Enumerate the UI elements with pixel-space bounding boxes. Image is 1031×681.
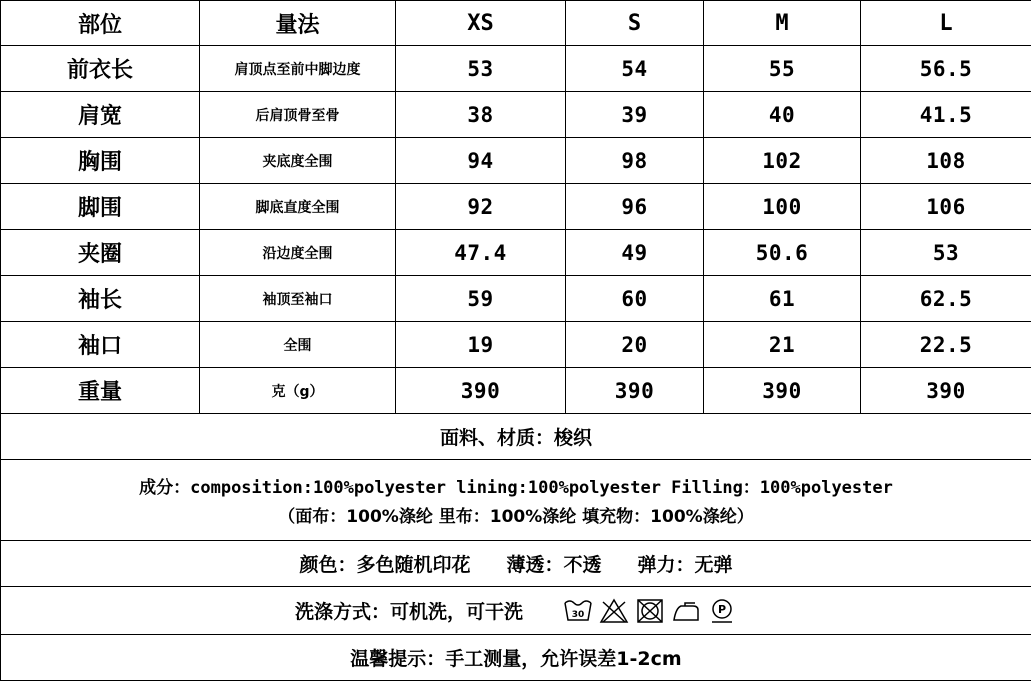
row-m: 55 [704, 46, 861, 92]
fabric-row [1, 414, 1031, 460]
composition-cell [1, 460, 1031, 541]
row-part: 前衣长 [1, 46, 200, 92]
notice-row [1, 635, 1031, 681]
row-l: 62.5 [861, 276, 1031, 322]
row-part: 袖口 [1, 322, 200, 368]
header-s: S [566, 1, 704, 46]
row-s: 39 [566, 92, 704, 138]
row-l: 108 [861, 138, 1031, 184]
care-cell [1, 587, 1031, 635]
row-part: 袖长 [1, 276, 200, 322]
table-row [1, 184, 1031, 230]
notice-text: 温馨提示：手工测量，允许误差1-2cm [1, 635, 1031, 681]
row-xs: 47.4 [396, 230, 566, 276]
composition-row [1, 460, 1031, 541]
dry-clean-letter: P [718, 603, 726, 616]
row-s: 54 [566, 46, 704, 92]
row-l: 390 [861, 368, 1031, 414]
table-row [1, 276, 1031, 322]
row-s: 96 [566, 184, 704, 230]
fabric-text: 面料、材质：梭织 [1, 414, 1031, 460]
header-row [1, 1, 1031, 46]
row-part: 夹圈 [1, 230, 200, 276]
wash-temp-text: 30 [572, 610, 585, 620]
row-m: 21 [704, 322, 861, 368]
row-part: 胸围 [1, 138, 200, 184]
header-method: 量法 [200, 1, 396, 46]
row-xs: 390 [396, 368, 566, 414]
attributes-row [1, 541, 1031, 587]
row-method: 后肩顶骨至骨 [200, 92, 396, 138]
header-l: L [861, 1, 1031, 46]
iron-low-icon [671, 598, 701, 624]
care-icons [563, 598, 737, 624]
row-l: 22.5 [861, 322, 1031, 368]
table-row [1, 368, 1031, 414]
table-row [1, 92, 1031, 138]
row-method: 肩顶点至前中脚边度 [200, 46, 396, 92]
attributes-cell [1, 541, 1031, 587]
row-xs: 38 [396, 92, 566, 138]
wash-30-icon [563, 598, 593, 624]
table-row [1, 138, 1031, 184]
row-s: 20 [566, 322, 704, 368]
row-xs: 59 [396, 276, 566, 322]
composition-line-cn: （面布：100%涤纶 里布：100%涤纶 填充物：100%涤纶） [1, 502, 1031, 527]
row-l: 41.5 [861, 92, 1031, 138]
row-l: 106 [861, 184, 1031, 230]
row-part: 肩宽 [1, 92, 200, 138]
do-not-tumble-dry-icon [635, 598, 665, 624]
row-m: 61 [704, 276, 861, 322]
color-text: 颜色：多色随机印花 [299, 554, 470, 576]
row-method: 夹底度全围 [200, 138, 396, 184]
care-row [1, 587, 1031, 635]
row-s: 390 [566, 368, 704, 414]
row-xs: 92 [396, 184, 566, 230]
row-l: 56.5 [861, 46, 1031, 92]
header-part: 部位 [1, 1, 200, 46]
row-part: 脚围 [1, 184, 200, 230]
row-xs: 19 [396, 322, 566, 368]
row-m: 50.6 [704, 230, 861, 276]
row-s: 60 [566, 276, 704, 322]
row-xs: 53 [396, 46, 566, 92]
row-part: 重量 [1, 368, 200, 414]
care-text: 洗涤方式：可机洗，可干洗 [295, 597, 523, 624]
elasticity-text: 弹力：无弹 [638, 554, 733, 576]
dry-clean-p-icon [707, 598, 737, 624]
row-method: 沿边度全围 [200, 230, 396, 276]
row-l: 53 [861, 230, 1031, 276]
do-not-bleach-icon [599, 598, 629, 624]
row-m: 102 [704, 138, 861, 184]
table-row [1, 230, 1031, 276]
header-m: M [704, 1, 861, 46]
composition-line-en: 成分：composition:100%polyester lining:100%polyester Filling：100%polyester [1, 473, 1031, 498]
row-method: 袖顶至袖口 [200, 276, 396, 322]
table-row [1, 322, 1031, 368]
transparency-text: 薄透：不透 [506, 554, 601, 576]
row-xs: 94 [396, 138, 566, 184]
row-m: 40 [704, 92, 861, 138]
row-m: 390 [704, 368, 861, 414]
row-method: 克（g） [200, 368, 396, 414]
row-s: 98 [566, 138, 704, 184]
row-method: 全围 [200, 322, 396, 368]
row-m: 100 [704, 184, 861, 230]
table-row [1, 46, 1031, 92]
header-xs: XS [396, 1, 566, 46]
row-s: 49 [566, 230, 704, 276]
row-method: 脚底直度全围 [200, 184, 396, 230]
